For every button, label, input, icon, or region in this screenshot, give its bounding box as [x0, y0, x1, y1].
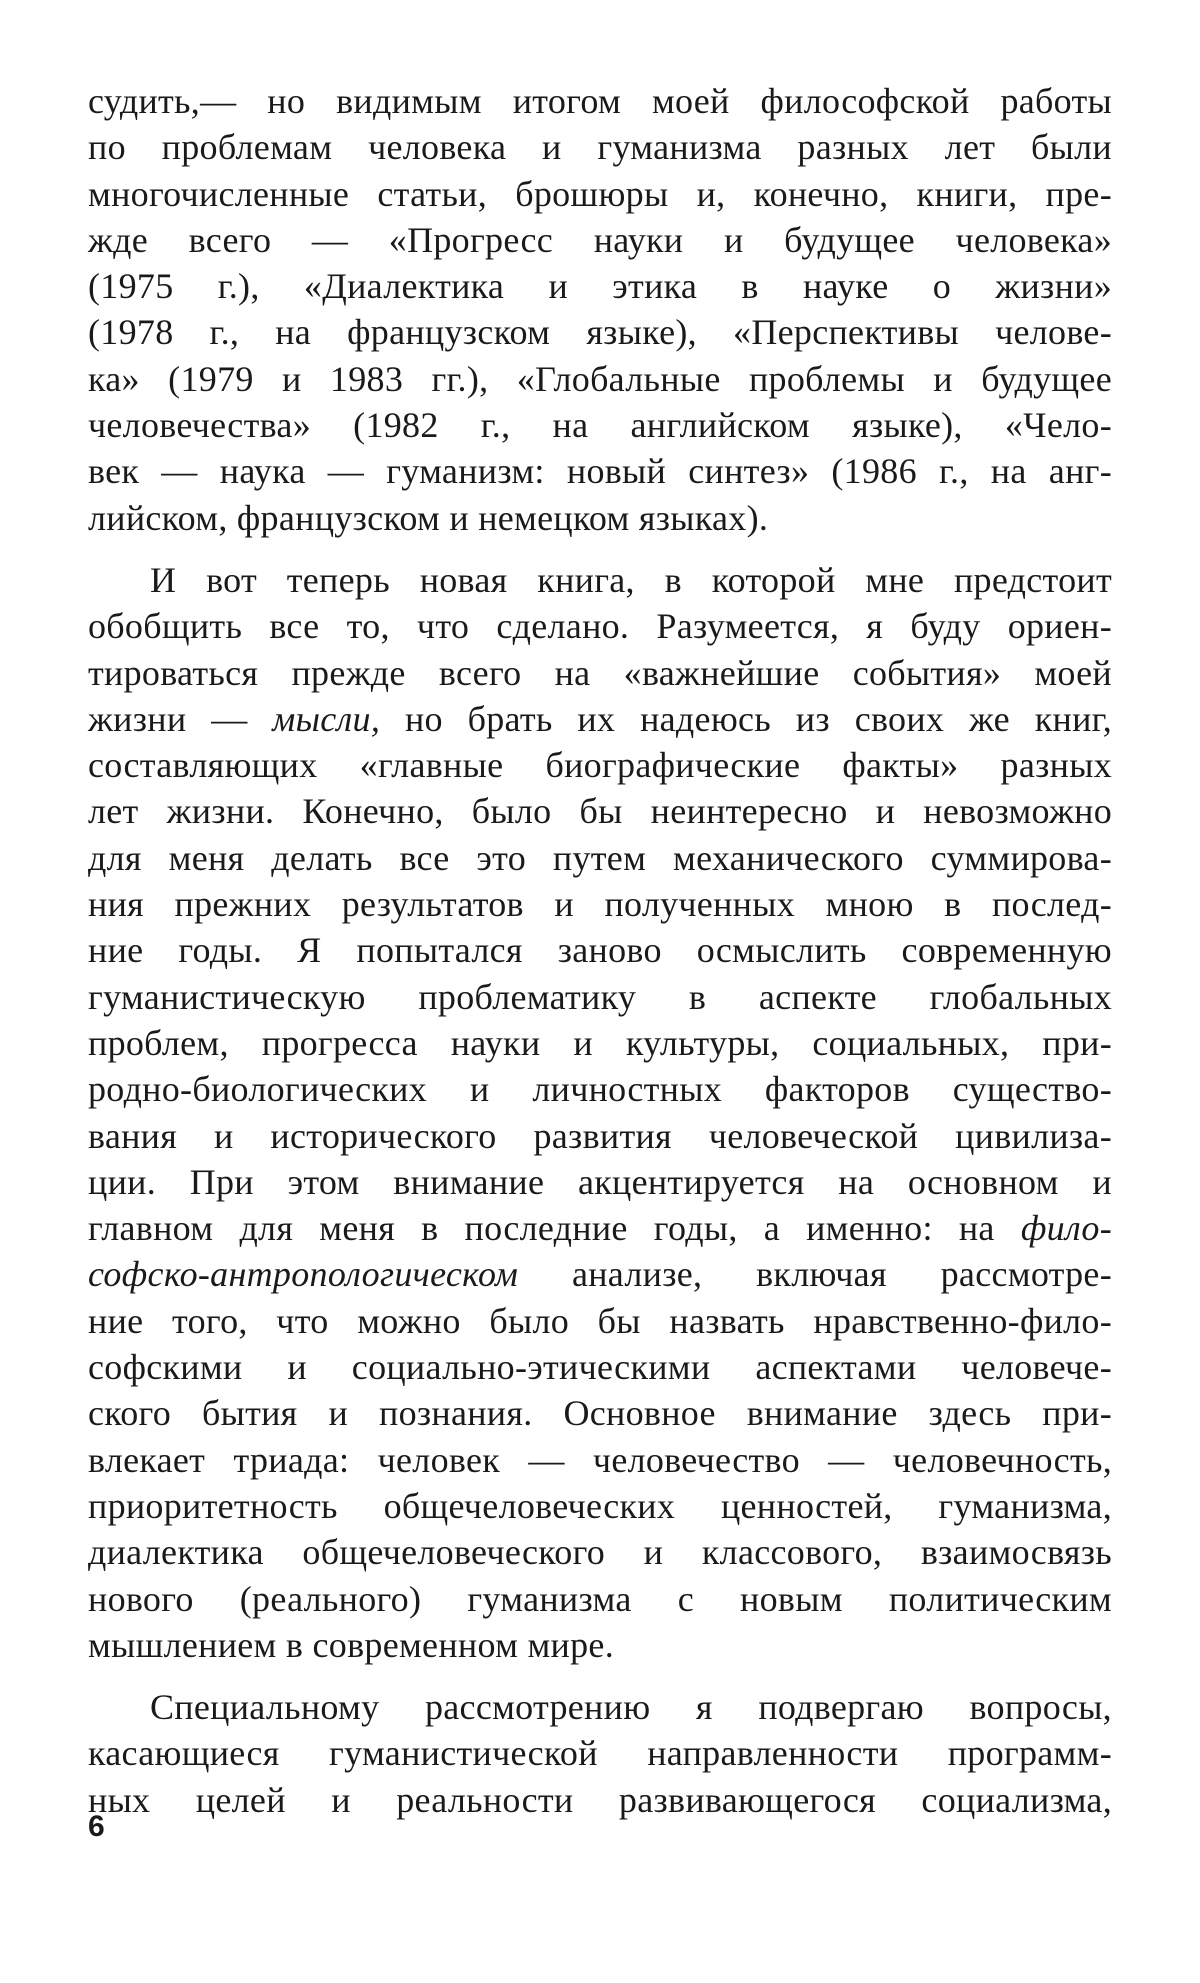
text-run: жизни — — [88, 698, 273, 739]
text-line — [88, 171, 1112, 217]
text-run: ка» (1979 и 1983 гг.), «Глобальные проблемы и будущее — [88, 358, 1112, 399]
text-run: диалектика общечеловеческого и классового, взаимосвязь — [88, 1532, 1112, 1573]
text-run: Специальному рассмотрению я подвергаю вопросы, — [150, 1687, 1112, 1728]
italic-text: софско-антропологическом — [88, 1254, 519, 1295]
text-run: мышлением в современном мире. — [88, 1624, 614, 1665]
text-run: И вот теперь новая книга, в которой мне предстоит — [150, 559, 1112, 600]
text-run: вания и исторического развития человеческой цивилиза- — [88, 1115, 1112, 1156]
text-run: касающиеся гуманистической направленности программ- — [88, 1733, 1112, 1774]
text-line — [88, 217, 1112, 263]
body-text — [88, 78, 1112, 1823]
text-run: многочисленные статьи, брошюры и, конечно, книги, пре- — [88, 173, 1112, 214]
paragraph — [88, 1684, 1112, 1823]
text-line — [88, 557, 1112, 603]
text-line — [88, 1777, 1112, 1823]
text-line — [88, 495, 1112, 541]
text-run: анализе, включая рассмотре- — [518, 1254, 1112, 1295]
text-run: нового (реального) гуманизма с новым политическим — [88, 1578, 1112, 1619]
text-line — [88, 1205, 1112, 1251]
text-line — [88, 881, 1112, 927]
page-number: 6 — [88, 1810, 105, 1843]
text-line — [88, 1159, 1112, 1205]
text-line — [88, 356, 1112, 402]
text-line — [88, 1622, 1112, 1668]
text-line — [88, 696, 1112, 742]
paragraph-gap — [88, 1668, 1112, 1684]
text-run: проблем, прогресса науки и культуры, социальных, при- — [88, 1022, 1112, 1063]
italic-text: фило- — [1020, 1208, 1112, 1249]
text-line — [88, 78, 1112, 124]
text-run: ние того, что можно было бы назвать нравственно-фило- — [88, 1300, 1112, 1341]
text-run: приоритетность общечеловеческих ценностей, гуманизма, — [88, 1485, 1112, 1526]
text-line — [88, 1529, 1112, 1575]
text-line — [88, 788, 1112, 834]
text-line — [88, 1344, 1112, 1390]
text-run: тироваться прежде всего на «важнейшие события» моей — [88, 652, 1112, 693]
text-line — [88, 1684, 1112, 1730]
text-line — [88, 835, 1112, 881]
paragraph-gap — [88, 541, 1112, 557]
text-line — [88, 603, 1112, 649]
text-line — [88, 1113, 1112, 1159]
text-line — [88, 1066, 1112, 1112]
text-line — [88, 742, 1112, 788]
text-run: век — наука — гуманизм: новый синтез» (1986 г., на анг- — [88, 451, 1112, 492]
text-run: для меня делать все это путем механического суммирова- — [88, 837, 1112, 878]
text-run: обобщить все то, что сделано. Разумеется, я буду ориен- — [88, 606, 1112, 647]
text-run: ского бытия и познания. Основное внимание здесь при- — [88, 1393, 1112, 1434]
text-run: лет жизни. Конечно, было бы неинтересно и невозможно — [88, 791, 1112, 832]
text-line — [88, 1251, 1112, 1297]
text-run: но брать их надеюсь из своих же книг, — [380, 698, 1112, 739]
italic-text: мысли, — [272, 698, 381, 739]
text-run: жде всего — «Прогресс науки и будущее человека» — [88, 219, 1112, 260]
text-run: лийском, французском и немецком языках). — [88, 497, 769, 538]
text-run: (1978 г., на французском языке), «Перспективы челове- — [88, 312, 1112, 353]
text-line — [88, 1437, 1112, 1483]
paragraph — [88, 557, 1112, 1668]
text-line — [88, 402, 1112, 448]
text-line — [88, 1020, 1112, 1066]
text-run: софскими и социально-этическими аспектами человече- — [88, 1347, 1112, 1388]
text-line — [88, 1576, 1112, 1622]
text-run: по проблемам человека и гуманизма разных лет были — [88, 127, 1112, 168]
text-line — [88, 974, 1112, 1020]
text-run: (1975 г.), «Диалектика и этика в науке о жизни» — [88, 266, 1112, 307]
text-line — [88, 1730, 1112, 1776]
text-run: родно-биологических и личностных факторов существо- — [88, 1069, 1112, 1110]
text-run: судить,— но видимым итогом моей философской работы — [88, 81, 1112, 121]
text-run: ции. При этом внимание акцентируется на основном и — [88, 1161, 1112, 1202]
text-run: ние годы. Я попытался заново осмыслить современную — [88, 930, 1112, 971]
text-line — [88, 263, 1112, 309]
text-run: гуманистическую проблематику в аспекте глобальных — [88, 976, 1112, 1017]
text-run: влекает триада: человек — человечество — человечность, — [88, 1439, 1112, 1480]
text-line — [88, 1483, 1112, 1529]
text-line — [88, 448, 1112, 494]
text-run: главном для меня в последние годы, а именно: на — [88, 1208, 1021, 1249]
text-line — [88, 927, 1112, 973]
text-run: человечества» (1982 г., на английском языке), «Чело- — [88, 405, 1112, 446]
text-line — [88, 309, 1112, 355]
text-run: ния прежних результатов и полученных мною в послед- — [88, 884, 1112, 925]
text-line — [88, 124, 1112, 170]
text-line — [88, 1298, 1112, 1344]
text-run: составляющих «главные биографические факты» разных — [88, 745, 1112, 786]
text-line — [88, 1390, 1112, 1436]
paragraph — [88, 78, 1112, 541]
text-line — [88, 650, 1112, 696]
text-run: ных целей и реальности развивающегося социализма, — [88, 1779, 1112, 1820]
